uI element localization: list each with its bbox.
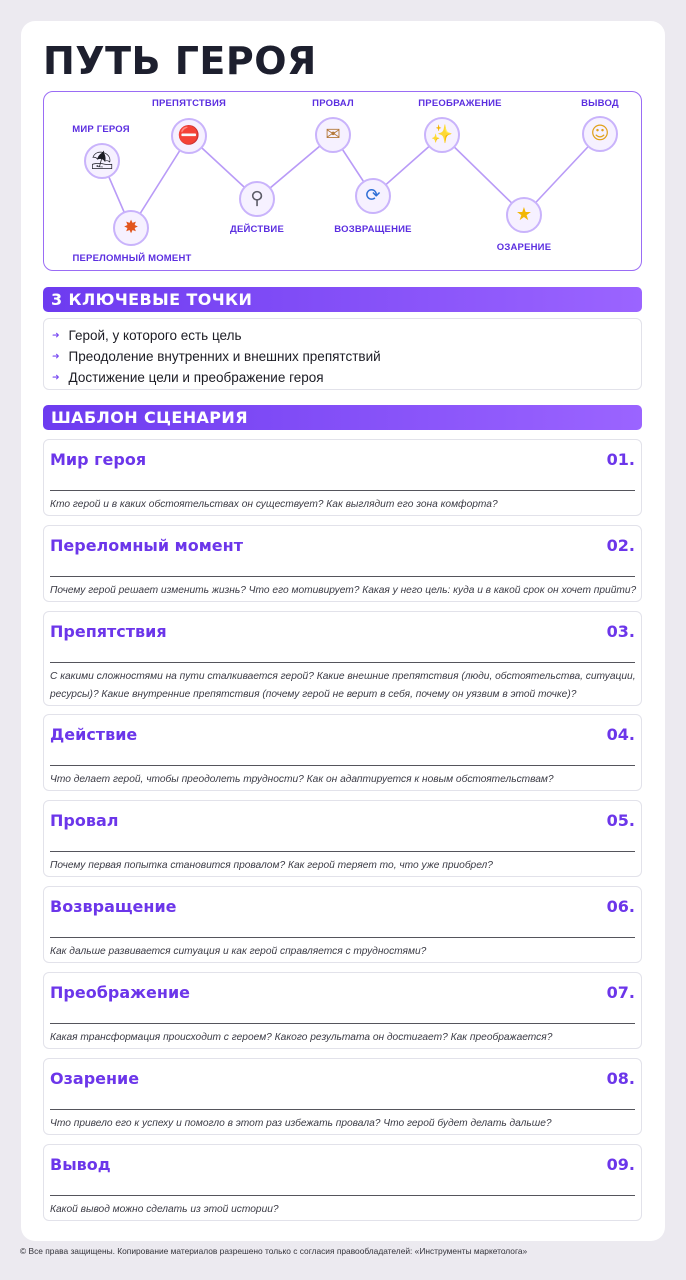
node-label-turning-point: ПЕРЕЛОМНЫЙ МОМЕНТ [72,253,192,264]
node-label-failure: ПРОВАЛ [312,98,354,109]
node-label-world: МИР ГЕРОЯ [72,124,130,135]
hero-journey-diagram [43,91,642,271]
sparkles-icon: ✨ [424,117,460,153]
answer-line [50,576,635,577]
arrow-icon: ➜ [52,372,60,382]
beach-icon: ⛱ [84,143,120,179]
answer-line [50,765,635,766]
star-icon: ★ [506,197,542,233]
answer-line [50,1023,635,1024]
section-transformation: Преображение 07. Какая трансформация происходит с героем? Какого результата он достигает? Как преображается? [43,972,642,1049]
list-item: ➜ Преодоление внутренних и внешних препятствий [52,346,641,367]
node-label-transformation: ПРЕОБРАЖЕНИЕ [418,98,502,109]
section-insight: Озарение 08. Что привело его к успеху и помогло в этот раз избежать провала? Что герой будет делать дальше? [43,1058,642,1135]
answer-line [50,490,635,491]
page-title: ПУТЬ ГЕРОЯ [43,39,317,83]
node-label-insight: ОЗАРЕНИЕ [496,242,552,253]
answer-line [50,937,635,938]
section-return: Возвращение 06. Как дальше развивается ситуация и как герой справляется с трудностями? [43,886,642,963]
arrow-icon: ➜ [52,330,60,340]
template-heading: ШАБЛОН СЦЕНАРИЯ [43,405,642,430]
answer-line [50,851,635,852]
face-icon: ☺ [582,116,618,152]
answer-line [50,662,635,663]
section-world: Мир героя 01. Кто герой и в каких обстоятельствах он существует? Как выглядит его зона комфорта? [43,439,642,516]
list-item: ➜ Достижение цели и преображение героя [52,367,641,388]
no-entry-icon: ⛔ [171,118,207,154]
arrow-icon: ➜ [52,351,60,361]
repeat-icon: ⟳ [355,178,391,214]
key-points-list [43,318,642,390]
node-label-obstacles: ПРЕПЯТСТВИЯ [151,98,227,109]
explosion-icon: ✸ [113,210,149,246]
section-turning-point: Переломный момент 02. Почему герой решает изменить жизнь? Что его мотивирует? Какая у него цель: куда и в какой срок он хочет прийти? [43,525,642,602]
copyright-footer: © Все права защищены. Копирование материалов разрешено только с согласия правообладателей: «Инструменты маркетолога» [20,1246,528,1256]
answer-line [50,1195,635,1196]
paperclip-icon: ⚲ [239,181,275,217]
section-failure: Провал 05. Почему первая попытка становится провалом? Как герой теряет то, что уже приобрел? [43,800,642,877]
node-label-return: ВОЗВРАЩЕНИЕ [334,224,412,235]
package-icon: ✉ [315,117,351,153]
section-conclusion: Вывод 09. Какой вывод можно сделать из этой истории? [43,1144,642,1221]
key-points-heading: 3 КЛЮЧЕВЫЕ ТОЧКИ [43,287,642,312]
section-action: Действие 04. Что делает герой, чтобы преодолеть трудности? Как он адаптируется к новым обстоятельствам? [43,714,642,791]
node-label-conclusion: ВЫВОД [581,98,619,109]
list-item: ➜ Герой, у которого есть цель [52,325,641,346]
infographic-card [21,21,665,1241]
section-obstacles: Препятствия 03. С какими сложностями на пути сталкивается герой? Какие внешние препятствия (люди, обстоятельства, ситуации, ресурсы)? Какие внутренние препятствия (почему герой не верит в себя, почему он уязвим в этой точке)? [43,611,642,706]
answer-line [50,1109,635,1110]
node-label-action: ДЕЙСТВИЕ [230,224,284,235]
